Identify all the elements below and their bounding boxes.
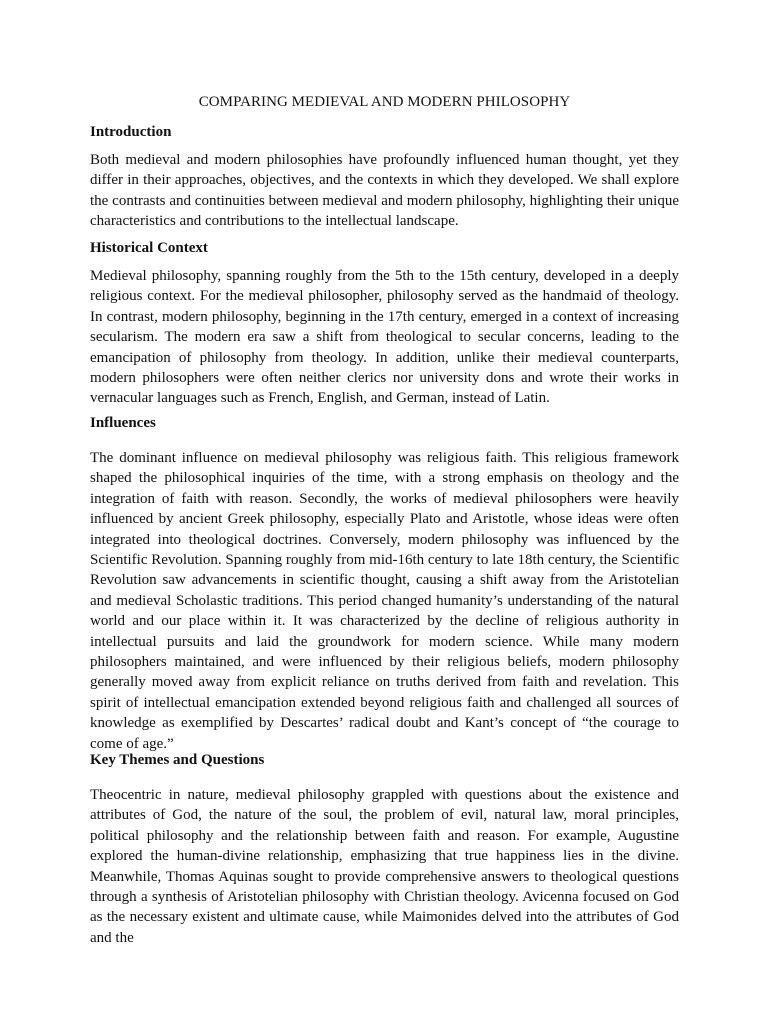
section-paragraph-influences: The dominant influence on medieval philosophy was religious faith. This religious framework shaped the philosophical inquiries of the time, with a strong emphasis on theology and the integration of faith with reason. Secondly, the works of medieval philosophers were heavily influenced by ancient Greek philosophy, especially Plato and Aristotle, whose ideas were often integrated into theological doctrines. Conversely, modern philosophy was influenced by the Scientific Revolution. Spanning roughly from mid-16th century to late 18th century, the Scientific Revolution saw advancements in scientific thought, causing a shift away from the Aristotelian and medieval Scholastic traditions. This period changed humanity’s understanding of the natural world and our place within it. It was characterized by the decline of religious authority in intellectual pursuits and laid the groundwork for modern science. While many modern philosophers maintained, and were influenced by their religious beliefs, modern philosophy generally moved away from explicit reliance on truths derived from faith and revelation. This spirit of intellectual emancipation extended beyond religious faith and challenged all sources of knowledge as exemplified by Descartes’ radical doubt and Kant’s concept of “the courage to come of age.” (90, 450, 679, 752)
section-paragraph-key-themes: Theocentric in nature, medieval philosophy grappled with questions about the existence and attributes of God, the nature of the soul, the problem of evil, natural law, moral principles, political philosophy and the relationship between faith and reason. For example, Augustine explored the human-divine relationship, emphasizing that true happiness lies in the divine. Meanwhile, Thomas Aquinas sought to provide comprehensive answers to theological questions through a synthesis of Aristotelian philosophy with Christian theology. Avicenna focused on God as the necessary existent and ultimate cause, while Maimonides delved into the attributes of God and the (90, 787, 679, 946)
section-heading-introduction: Introduction (90, 124, 172, 140)
section-heading-key-themes: Key Themes and Questions (90, 752, 265, 768)
section-paragraph-introduction: Both medieval and modern philosophies have profoundly influenced human thought, yet they differ in their approaches, objectives, and the contexts in which they developed. We shall explore the contrasts and continuities between medieval and modern philosophy, highlighting their unique characteristics and contributions to the intellectual landscape. (90, 152, 679, 230)
document-title: COMPARING MEDIEVAL AND MODERN PHILOSOPHY (198, 94, 571, 110)
section-heading-influences: Influences (90, 415, 156, 431)
section-heading-historical-context: Historical Context (90, 240, 208, 256)
section-paragraph-historical-context: Medieval philosophy, spanning roughly from the 5th to the 15th century, developed in a deeply religious context. For the medieval philosopher, philosophy served as the handmaid of theology. In contrast, modern philosophy, beginning in the 17th century, emerged in a context of increasing secularism. The modern era saw a shift from theological to secular concerns, leading to the emancipation of philosophy from theology. In addition, unlike their medieval counterparts, modern philosophers were often neither clerics nor university dons and wrote their works in vernacular languages such as French, English, and German, instead of Latin. (90, 268, 679, 407)
